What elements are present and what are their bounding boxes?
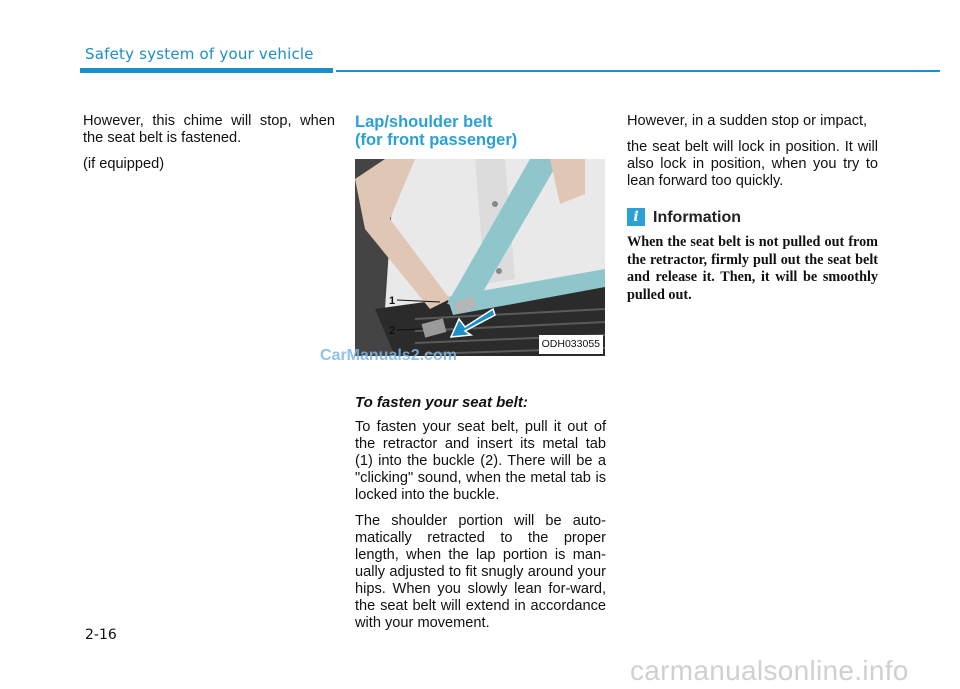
information-body: When the seat belt is not pulled out from the retractor, firmly pull out the seat belt and release it. Then, it will be smoothly pulled out.: [627, 234, 878, 303]
footer-watermark: carmanualsonline.info: [630, 655, 909, 686]
column-left: [83, 113, 335, 182]
column-middle: [355, 113, 606, 641]
paragraph: The shoulder portion will be auto-matically retracted to the proper length, when the lap portion is man-ually adjusted to fit snugly around your hips. When you slowly lean for-ward, the seat belt will extend in accordance with your movement.: [355, 513, 606, 631]
paragraph: the seat belt will lock in position. It will also lock in position, when you try to lean forward too quickly.: [627, 139, 878, 189]
header-rule-thin: [336, 70, 940, 72]
paragraph: To fasten your seat belt, pull it out of the retractor and insert its metal tab (1) into the buckle (2). There will be a "clicking" sound, when the metal tab is locked into the buckle.: [355, 419, 606, 503]
seat-belt-figure: [355, 159, 605, 356]
watermark-carmanuals: CarManuals2.com: [320, 347, 457, 364]
header-rule-thick: [80, 68, 333, 73]
section-title: Safety system of your vehicle: [85, 45, 314, 63]
information-label: Information: [653, 208, 741, 226]
paragraph: However, in a sudden stop or impact,: [627, 113, 868, 129]
paragraph: However, this chime will stop, when the seat belt is fastened.: [83, 113, 335, 146]
paragraph: (if equipped): [83, 156, 165, 172]
heading-line: Lap/shoulder belt: [355, 113, 493, 131]
heading-line: (for front passenger): [355, 131, 518, 149]
subheading-fasten: To fasten your seat belt:: [355, 394, 528, 411]
info-icon: i: [627, 208, 645, 226]
page-number: 2-16: [85, 627, 117, 643]
information-heading: [627, 208, 878, 226]
column-right: [627, 113, 878, 313]
callout-metal-tab: 1: [389, 295, 396, 307]
section-heading: [355, 113, 606, 149]
figure-code: ODH033055: [539, 335, 603, 354]
callout-buckle: 2: [389, 325, 396, 337]
